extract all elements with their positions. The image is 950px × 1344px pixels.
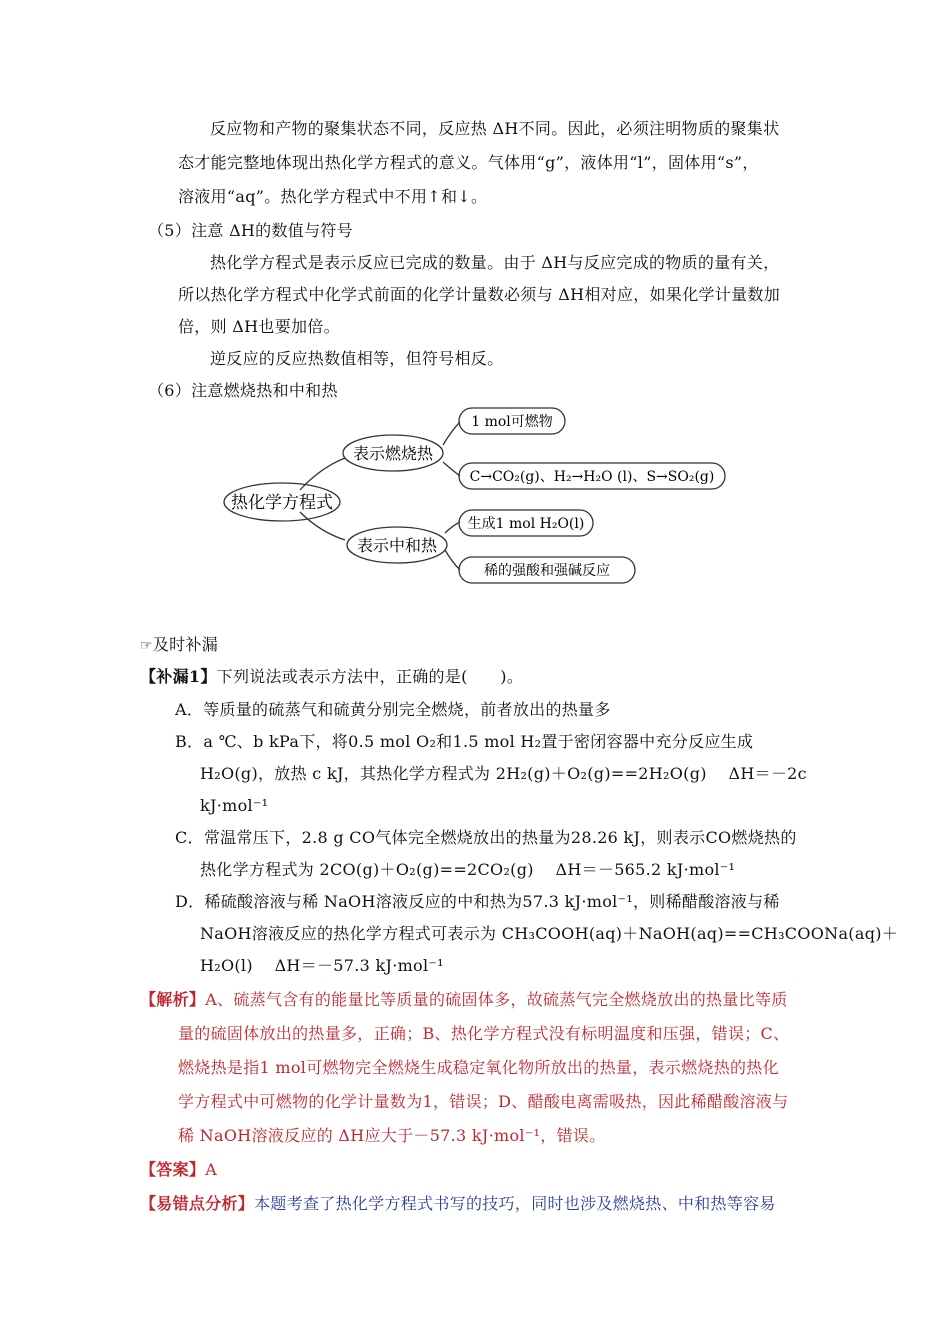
diagram-leaf: 稀的强酸和强碱反应 [484,563,610,579]
error-analysis-label: 【易错点分析】 [140,1194,255,1213]
analysis-line: 量的硫固体放出的热量多，正确；B、热化学方程式没有标明温度和压强，错误；C、 [178,1024,790,1043]
error-analysis-line [140,1193,776,1215]
option-b-cont: kJ·mol⁻¹ [200,796,269,815]
concept-diagram [0,400,950,600]
pointing-hand-icon: ☞ [140,638,153,654]
para-line: 热化学方程式是表示反应已完成的数量。由于 ΔH与反应完成的物质的量有关， [210,253,780,272]
analysis-line: 学方程式中可燃物的化学计量数为1，错误；D、醋酸电离需吸热，因此稀醋酸溶液与 [178,1092,789,1111]
para-line: 溶液用“aq”。热化学方程式中不用↑和↓。 [178,187,488,206]
para-line: 态才能完整地体现出热化学方程式的意义。气体用“g”，液体用“l”，固体用“s”， [178,153,759,172]
analysis-line: 燃烧热是指1 mol可燃物完全燃烧生成稳定氧化物所放出的热量，表示燃烧热的热化 [178,1058,779,1077]
option-c: C．常温常压下，2.8 g CO气体完全燃烧放出的热量为28.26 kJ，则表示CO燃烧热的 [175,828,797,847]
option-b-cont: H₂O(g)，放热 c kJ，其热化学方程式为 2H₂(g)＋O₂(g)==2H₂O(g) ΔH＝－2c [200,764,807,783]
diagram-leaf: 生成1 mol H₂O(l) [467,516,585,532]
option-d-cont: H₂O(l) ΔH＝－57.3 kJ·mol⁻¹ [200,956,444,975]
para-line: 倍，则 ΔH也要加倍。 [178,317,340,336]
section-heading: （5）注意 ΔH的数值与符号 [148,221,353,240]
error-analysis-text: 本题考查了热化学方程式书写的技巧，同时也涉及燃烧热、中和热等容易 [254,1194,776,1213]
analysis-line: 稀 NaOH溶液反应的 ΔH应大于－57.3 kJ·mol⁻¹，错误。 [178,1126,606,1145]
question-label: 【补漏1】 [140,667,217,686]
option-d-cont: NaOH溶液反应的热化学方程式可表示为 CH₃COOH(aq)＋NaOH(aq)==CH₃COONa(aq)＋ [200,924,899,943]
supplement-header [140,634,218,657]
option-a: A．等质量的硫蒸气和硫黄分别完全燃烧，前者放出的热量多 [175,700,611,719]
analysis-label: 【解析】 [140,990,206,1009]
diagram-root: 热化学方程式 [231,493,333,513]
diagram-branch-neutral: 表示中和热 [356,536,438,555]
option-b: B．a ℃、b kPa下，将0.5 mol O₂和1.5 mol H₂置于密闭容器中充分反应生成 [175,732,754,751]
option-d: D．稀硫酸溶液与稀 NaOH溶液反应的中和热为57.3 kJ·mol⁻¹，则稀醋酸溶液与稀 [175,892,780,911]
diagram-leaf: C→CO₂(g)、H₂→H₂O (l)、S→SO₂(g) [469,469,715,485]
question-text: 下列说法或表示方法中，正确的是( )。 [216,667,524,686]
diagram-leaf: 1 mol可燃物 [471,414,553,430]
para-line: 逆反应的反应热数值相等，但符号相反。 [210,349,504,368]
para-line: 所以热化学方程式中化学式前面的化学计量数必须与 ΔH相对应，如果化学计量数加 [178,285,780,304]
analysis-text: A、硫蒸气含有的能量比等质量的硫固体多，故硫蒸气完全燃烧放出的热量比等质 [205,990,788,1009]
answer-label: 【答案】 [140,1160,206,1179]
supplement-title: 及时补漏 [152,635,219,654]
question-line [140,666,523,688]
section-heading: （6）注意燃烧热和中和热 [148,381,338,400]
option-c-cont: 热化学方程式为 2CO(g)＋O₂(g)==2CO₂(g) ΔH＝－565.2 kJ·mol⁻¹ [200,860,736,879]
diagram-branch-combustion: 表示燃烧热 [352,444,434,463]
para-line: 反应物和产物的聚集状态不同，反应热 ΔH不同。因此，必须注明物质的聚集状 [210,119,780,138]
analysis-line [140,989,788,1011]
answer-value: A [205,1160,218,1179]
answer-line [140,1159,217,1181]
